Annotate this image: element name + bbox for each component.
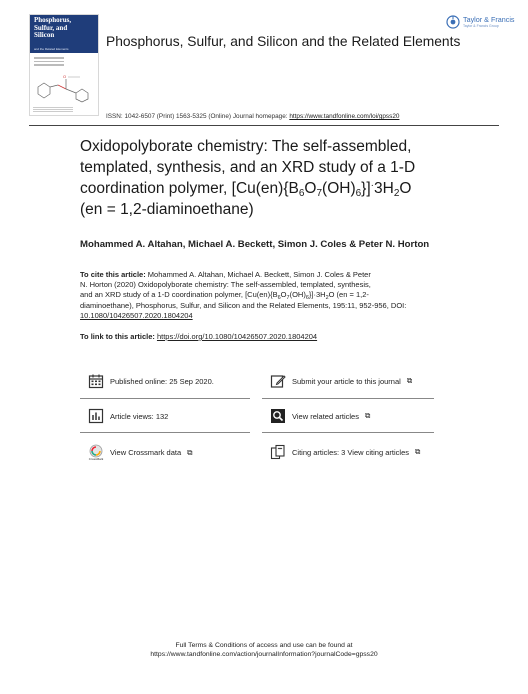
view-related-articles-link[interactable] xyxy=(270,408,370,424)
link-line xyxy=(80,332,317,341)
footer-terms-link[interactable]: https://www.tandfonline.com/action/journalInformation?journalCode=gpss20 xyxy=(150,651,378,658)
title-formula-text: coordination polymer, [Cu(en){B xyxy=(80,180,299,197)
title-formula-text: }] xyxy=(361,180,371,197)
submit-article-text: Submit your article to this journal xyxy=(292,376,401,386)
cover-text-lines xyxy=(34,57,64,68)
view-related-text: View related articles xyxy=(292,411,359,421)
grid-divider xyxy=(262,398,434,399)
citation-line: N. Horton (2020) Oxidopolyborate chemistry: The self-assembled, templated, synthesis, xyxy=(80,280,371,290)
citation-subscript: 7 xyxy=(286,295,290,302)
crossmark-link[interactable] xyxy=(88,444,193,461)
bar-chart-icon xyxy=(88,408,104,424)
citation-subscript: 6 xyxy=(305,295,309,302)
header-divider xyxy=(29,125,499,126)
search-document-icon xyxy=(270,408,286,424)
publisher-logo-tagline: Taylor & Francis Group xyxy=(463,24,499,28)
title-subscript: 6 xyxy=(298,188,305,199)
grid-divider xyxy=(262,432,434,433)
published-online-info xyxy=(88,373,214,389)
calendar-icon xyxy=(88,373,104,389)
issn-text: ISSN: 1042-6507 (Print) 1563-5325 (Online) Journal homepage: xyxy=(106,113,290,120)
external-link-icon: ⧉ xyxy=(415,447,421,456)
citation-text: (OH) xyxy=(289,290,306,300)
footer-terms-text: Full Terms & Conditions of access and use can be found at xyxy=(175,642,353,649)
external-link-icon: ⧉ xyxy=(187,447,193,457)
svg-text:O: O xyxy=(63,74,67,79)
grid-divider xyxy=(80,398,250,399)
article-title xyxy=(80,136,480,220)
title-subscript: 2 xyxy=(393,188,400,199)
publisher-logo-text: Taylor & Francis xyxy=(463,15,515,24)
submit-article-link[interactable] xyxy=(270,373,412,389)
citation-text: O (en = 1,2- xyxy=(328,290,369,300)
citation-line xyxy=(80,270,460,280)
citing-articles-icon xyxy=(270,444,286,460)
title-subscript: 7 xyxy=(316,188,323,199)
article-views-text: Article views: 132 xyxy=(110,411,169,421)
title-line: (en = 1,2-diaminoethane) xyxy=(80,201,254,218)
crossmark-text: View Crossmark data xyxy=(110,448,182,457)
cover-title-line: Phosphorus, xyxy=(34,16,72,24)
published-online-text: Published online: 25 Sep 2020. xyxy=(110,376,214,386)
grid-divider xyxy=(80,432,250,433)
article-doi-link[interactable]: https://doi.org/10.1080/10426507.2020.1804204 xyxy=(156,332,318,341)
cover-subtitle: and the Related Elements xyxy=(34,47,69,51)
title-line: Oxidopolyborate chemistry: The self-assembled, xyxy=(80,138,412,155)
journal-homepage-link[interactable]: https://www.tandfonline.com/loi/gpss20 xyxy=(289,113,400,120)
publisher-logo[interactable] xyxy=(446,14,516,36)
author-list: Mohammed A. Altahan, Michael A. Beckett, Simon J. Coles & Peter N. Horton xyxy=(80,239,430,250)
citation-label: To cite this article: xyxy=(80,270,146,279)
citation-text: and an XRD study of a 1-D coordination polymer, [Cu(en){B xyxy=(80,290,278,300)
title-line xyxy=(80,178,480,199)
cover-footer-lines xyxy=(33,107,73,113)
issn-line xyxy=(106,113,399,120)
cover-title-band xyxy=(30,15,98,53)
title-formula-text: O xyxy=(399,180,412,197)
citing-articles-link[interactable] xyxy=(270,444,420,460)
title-dot: · xyxy=(370,180,374,191)
crossmark-label: CrossMark xyxy=(88,457,104,461)
citation-line: diaminoethane), Phosphorus, Sulfur, and Silicon and the Related Elements, 195:11, 952-956, DOI: xyxy=(80,300,407,310)
cover-title xyxy=(34,17,71,40)
citation-block xyxy=(80,270,460,321)
article-views-info xyxy=(88,408,168,424)
citation-doi-link[interactable]: 10.1080/10426507.2020.1804204 xyxy=(80,310,193,320)
citation-text: }]·3H xyxy=(308,290,326,300)
journal-name: Phosphorus, Sulfur, and Silicon and the Related Elements xyxy=(106,34,461,49)
publisher-logo-icon xyxy=(446,15,460,29)
edit-icon xyxy=(270,373,286,389)
citing-articles-text: Citing articles: 3 View citing articles xyxy=(292,447,409,457)
citation-text: O xyxy=(280,290,287,300)
title-formula-text: 3H xyxy=(374,180,394,197)
citation-line xyxy=(80,290,460,300)
title-line: templated, synthesis, and an XRD study of a 1-D xyxy=(80,159,416,176)
citation-subscript: 2 xyxy=(325,295,329,302)
title-formula-text: O xyxy=(304,180,317,197)
title-formula-text: (OH) xyxy=(322,180,356,197)
cover-title-line: Silicon xyxy=(34,31,55,39)
citation-text: Mohammed A. Altahan, Michael A. Beckett, Simon J. Coles & Peter xyxy=(145,270,371,279)
crossmark-badge-icon xyxy=(89,444,103,458)
title-subscript: 6 xyxy=(355,188,362,199)
citation-subscript: 6 xyxy=(277,295,281,302)
external-link-icon: ⧉ xyxy=(406,376,413,385)
external-link-icon: ⧉ xyxy=(364,411,371,420)
crossmark-icon xyxy=(88,444,104,461)
journal-cover-thumbnail xyxy=(29,14,99,116)
cover-chemical-structure-image xyxy=(32,73,94,103)
cover-title-line: Sulfur, and xyxy=(34,23,68,32)
link-label: To link to this article: xyxy=(80,332,157,341)
